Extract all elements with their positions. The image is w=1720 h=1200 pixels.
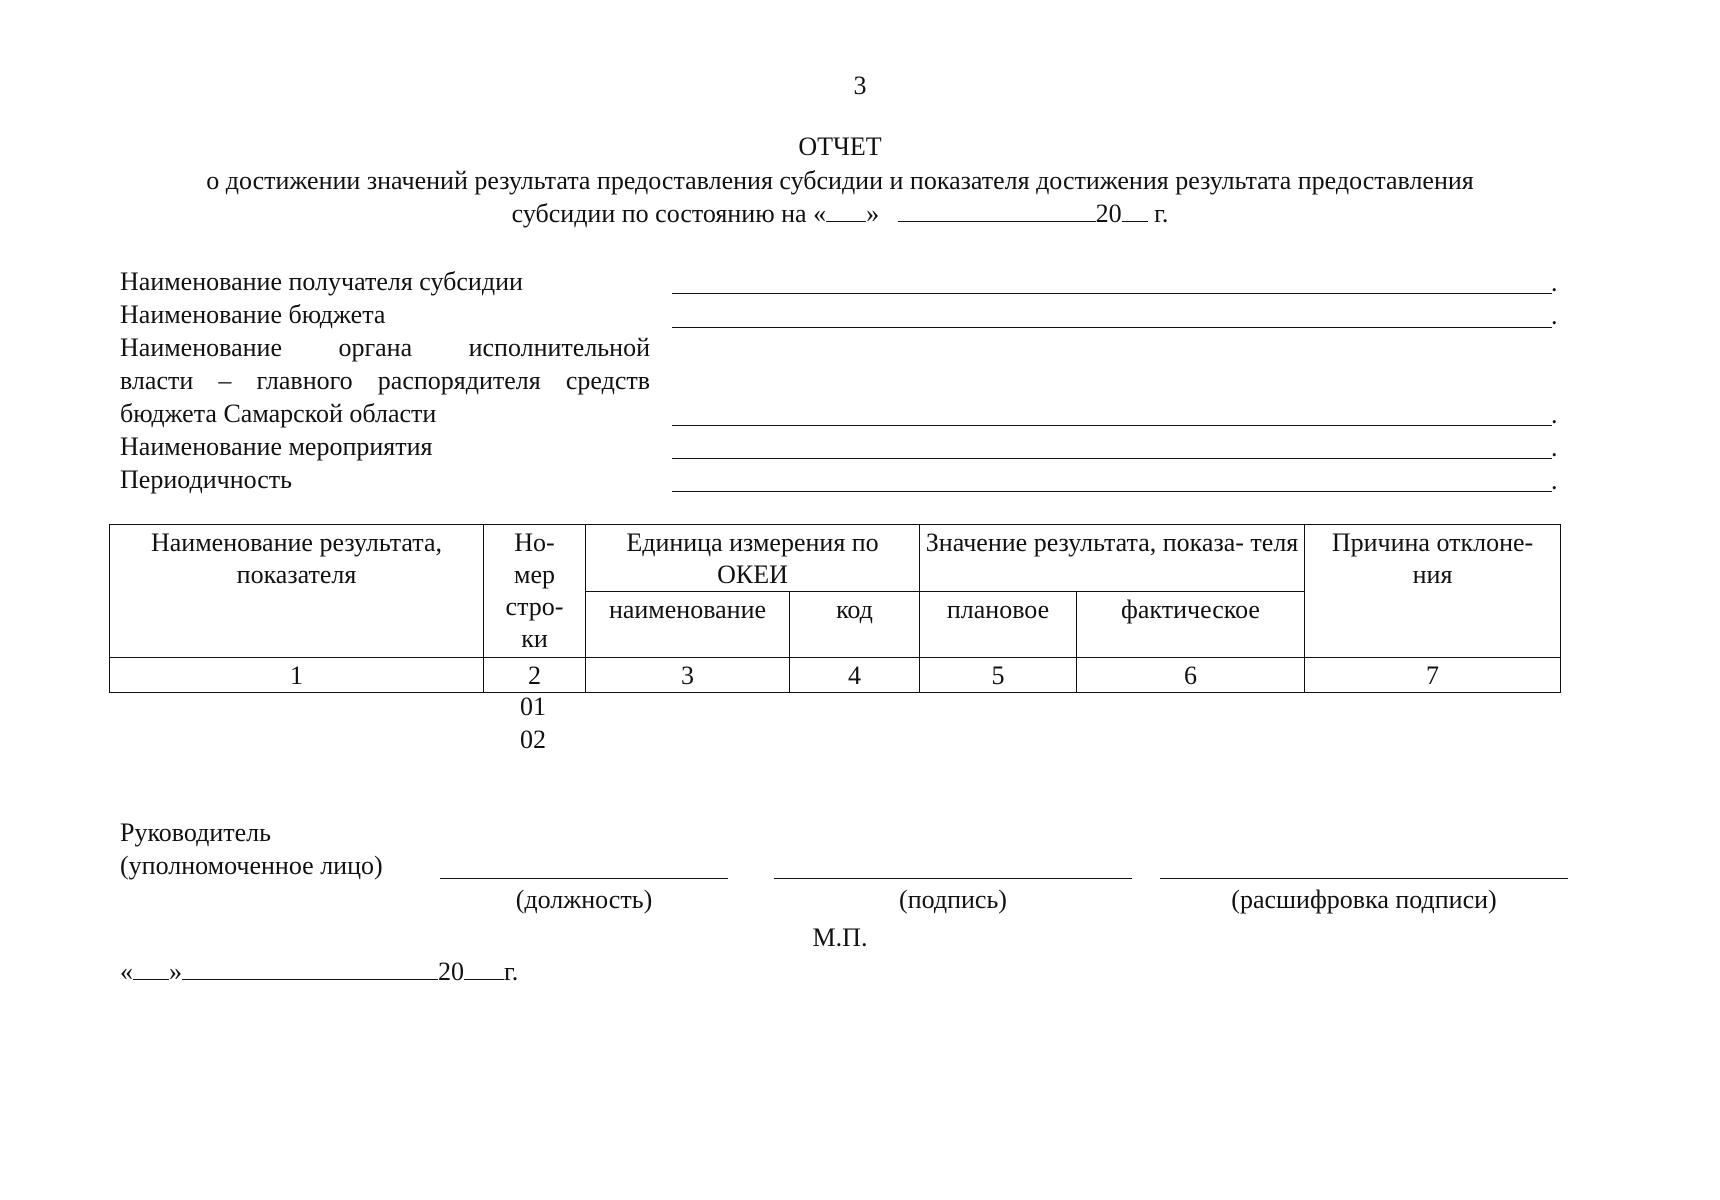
field-label-authority-line3: бюджета Самарской области	[120, 399, 437, 428]
as-of-year-prefix: 20	[1095, 199, 1122, 228]
column-number-1: 1	[110, 658, 484, 693]
header-result-name: Наименование результата, показателя	[110, 525, 484, 658]
report-subtitle: о достижении значений результата предоставления субсидии и показателя достижения результата предоставления	[206, 166, 1474, 195]
field-line-event[interactable]	[672, 457, 1552, 459]
signature-decoding-line[interactable]	[1160, 877, 1568, 879]
field-line-authority[interactable]	[672, 424, 1552, 426]
header-unit-okei: Единица измерения по ОКЕИ	[586, 525, 920, 592]
month-blank	[898, 196, 1096, 222]
date-close-quote: »	[169, 957, 182, 986]
signature-authorized-person-label: (уполномоченное лицо)	[120, 851, 383, 880]
signature-date	[120, 954, 518, 988]
field-dot-authority: .	[1551, 400, 1558, 429]
date-day-blank	[133, 954, 169, 980]
date-open-quote: «	[120, 957, 133, 986]
page-number: 3	[853, 71, 867, 100]
results-table	[109, 524, 1561, 693]
column-number-2: 2	[484, 658, 586, 693]
as-of-prefix: субсидии по состоянию на «	[511, 199, 827, 228]
field-dot-budget: .	[1551, 301, 1558, 330]
date-year-prefix: 20	[438, 957, 464, 986]
header-row-number: Но- мер стро- ки	[484, 525, 586, 658]
as-of-close-quote: »	[866, 199, 880, 228]
signature-line[interactable]	[774, 877, 1132, 879]
report-as-of-date	[0, 196, 1680, 230]
column-number-7: 7	[1305, 658, 1561, 693]
as-of-year-suffix: г.	[1154, 199, 1169, 228]
field-label-event: Наименование мероприятия	[120, 432, 433, 461]
field-label-authority-line1: Наименование органа исполнительной	[120, 333, 650, 362]
position-caption: (должность)	[515, 885, 653, 914]
header-deviation-reason: Причина отклоне- ния	[1305, 525, 1561, 658]
column-number-5: 5	[920, 658, 1077, 693]
date-year-blank	[464, 954, 504, 980]
header-unit-code: код	[790, 592, 920, 658]
field-dot-event: .	[1551, 433, 1558, 462]
header-unit-name: наименование	[586, 592, 790, 658]
date-year-suffix: г.	[504, 957, 519, 986]
date-month-blank	[182, 954, 438, 980]
field-line-budget[interactable]	[672, 326, 1552, 328]
field-dot-periodicity: .	[1551, 466, 1558, 495]
field-label-recipient: Наименование получателя субсидии	[120, 267, 523, 296]
field-label-periodicity: Периодичность	[120, 465, 293, 494]
year-blank	[1122, 196, 1148, 222]
field-label-authority-line2: власти – главного распорядителя средств	[120, 366, 650, 395]
field-line-recipient[interactable]	[672, 292, 1552, 294]
signature-head-label: Руководитель	[120, 818, 271, 847]
header-value-plan: плановое	[920, 592, 1077, 658]
column-number-3: 3	[586, 658, 790, 693]
field-label-budget: Наименование бюджета	[120, 300, 386, 329]
column-number-6: 6	[1077, 658, 1305, 693]
signature-caption: (подпись)	[899, 885, 1007, 914]
header-value: Значение результата, показа- теля	[920, 525, 1305, 592]
row-number-01: 01	[520, 692, 546, 721]
row-number-02: 02	[520, 725, 546, 754]
field-dot-recipient: .	[1551, 268, 1558, 297]
day-blank	[826, 196, 866, 222]
stamp-placeholder: М.П.	[812, 923, 868, 952]
header-value-fact: фактическое	[1077, 592, 1305, 658]
column-number-4: 4	[790, 658, 920, 693]
signature-decoding-caption: (расшифровка подписи)	[1231, 885, 1497, 914]
field-line-periodicity[interactable]	[672, 490, 1552, 492]
position-line[interactable]	[440, 877, 728, 879]
report-title: ОТЧЕТ	[798, 132, 882, 161]
